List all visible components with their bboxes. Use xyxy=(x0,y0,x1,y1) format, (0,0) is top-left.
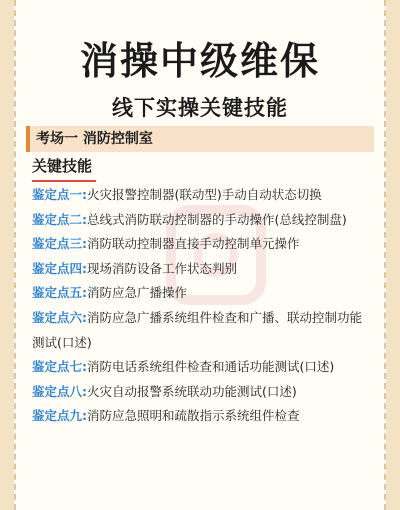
item-text: 总线式消防联动控制器的手动操作(总线控制盘) xyxy=(87,211,347,227)
item-label: 鉴定点六: xyxy=(32,309,87,325)
item-label: 鉴定点四: xyxy=(32,260,87,276)
item-text: 火灾自动报警系统联动功能测试(口述) xyxy=(87,383,297,399)
skill-list xyxy=(32,183,372,429)
item-label: 鉴定点五: xyxy=(32,285,87,301)
exam-room-label: 考场一 消防控制室 xyxy=(36,131,153,147)
item-label: 鉴定点二: xyxy=(32,211,87,227)
item-label: 鉴定点七: xyxy=(32,359,87,375)
page-subtitle: 线下实操关键技能 xyxy=(112,95,288,120)
list-item xyxy=(32,380,372,405)
item-text: 消防电话系统组件检查和通话功能测试(口述) xyxy=(87,359,335,375)
list-item xyxy=(32,306,372,355)
list-item xyxy=(32,183,372,208)
item-text: 消防联动控制器直接手动控制单元操作 xyxy=(87,236,300,252)
item-text: 消防应急广播系统组件检查和广播、联动控制功能测试(口述) xyxy=(32,309,363,350)
item-text: 消防应急照明和疏散指示系统组件检查 xyxy=(87,408,300,424)
list-item xyxy=(32,281,372,306)
item-label: 鉴定点三: xyxy=(32,236,87,252)
list-item xyxy=(32,232,372,257)
list-item xyxy=(32,208,372,233)
item-label: 鉴定点九: xyxy=(32,408,87,424)
list-item xyxy=(32,355,372,380)
page-title: 消操中级维保 xyxy=(79,38,320,83)
item-text: 火灾报警控制器(联动型)手动自动状态切换 xyxy=(87,187,322,202)
exam-room-banner xyxy=(26,126,374,152)
skills-underline xyxy=(32,176,96,182)
skills-heading: 关键技能 xyxy=(32,157,93,175)
item-text: 消防应急广播操作 xyxy=(87,285,188,301)
list-item xyxy=(32,404,372,429)
item-label: 鉴定点一: xyxy=(32,187,87,202)
item-text: 现场消防设备工作状态判别 xyxy=(87,260,238,276)
item-label: 鉴定点八: xyxy=(32,383,87,399)
list-item xyxy=(32,257,372,282)
